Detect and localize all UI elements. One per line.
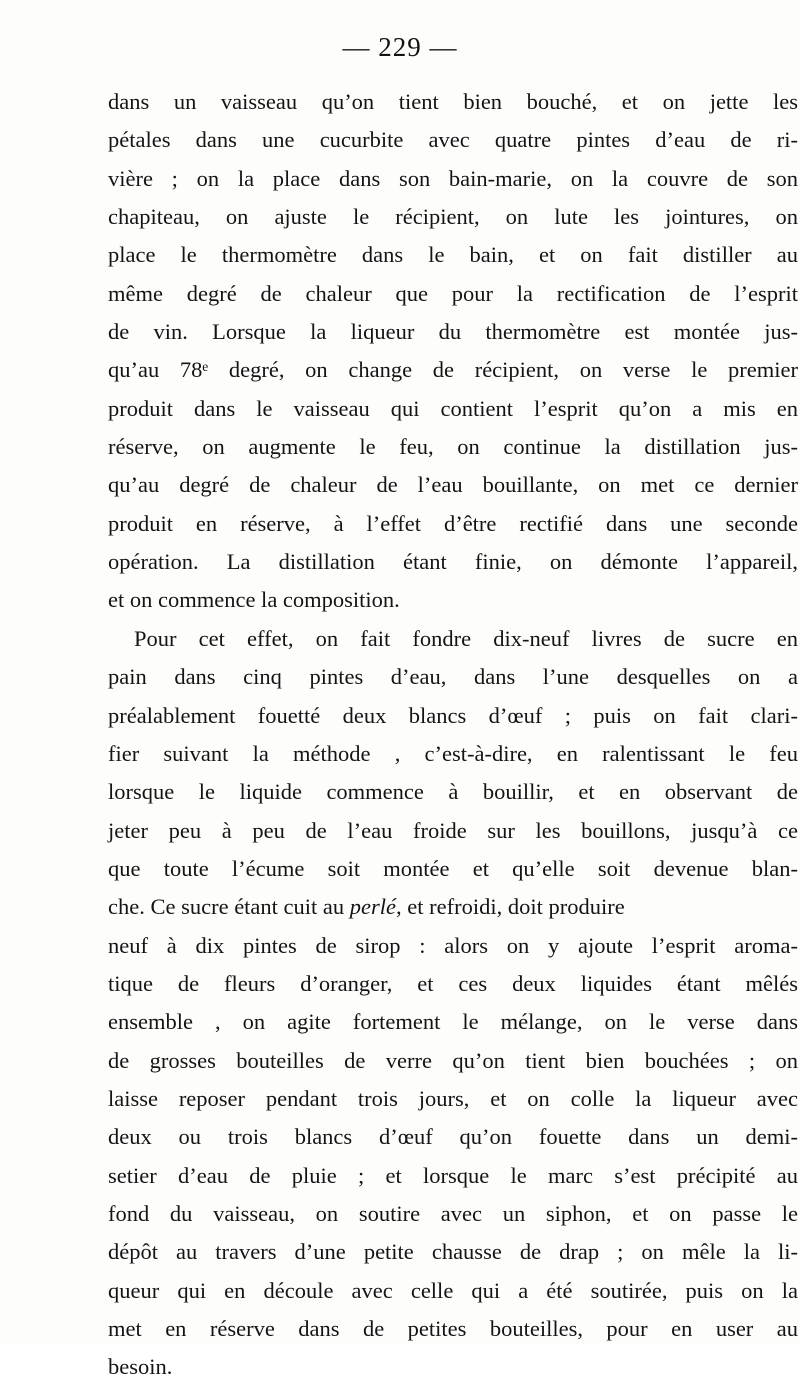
text-line: réserve, on augmente le feu, on continue la distillation jus- — [108, 434, 798, 460]
text-line: produit en réserve, à l’effet d’être rectifié dans une seconde — [108, 510, 798, 536]
text-segment: , et refroidi, doit produire — [396, 894, 625, 920]
text-line: pétales dans une cucurbite avec quatre pintes d’eau de ri- — [108, 127, 798, 153]
text-line: vière ; on la place dans son bain-marie, on la couvre de son — [108, 165, 798, 191]
text-line: opération. La distillation étant finie, on démonte l’appareil, — [108, 549, 798, 575]
text-line: dans un vaisseau qu’on tient bien bouché, et on jette les — [108, 89, 798, 114]
text-line: chapiteau, on ajuste le récipient, on lute les jointures, on — [108, 204, 798, 230]
text-line: dépôt au travers d’une petite chausse de drap ; on mêle la li- — [108, 1239, 798, 1265]
text-line: deux ou trois blancs d’œuf qu’on fouette dans un demi- — [108, 1124, 798, 1150]
text-line: jeter peu à peu de l’eau froide sur les bouillons, jusqu’à ce — [108, 817, 798, 843]
page-number: — 229 — — [342, 32, 458, 62]
text-line: lorsque le liquide commence à bouillir, et en observant de — [108, 779, 798, 805]
text-line: tique de fleurs d’oranger, et ces deux liquides étant mêlés — [108, 970, 798, 996]
text-line: met en réserve dans de petites bouteilles, pour en user au — [108, 1316, 798, 1341]
text-line: même degré de chaleur que pour la rectification de l’esprit — [108, 280, 798, 306]
text-line-with-italic — [108, 888, 798, 926]
body-text — [108, 83, 798, 1387]
text-line: qu’au 78ᵉ degré, on change de récipient, on verse le premier — [108, 357, 798, 383]
text-line: neuf à dix pintes de sirop : alors on y ajoute l’esprit aroma- — [108, 932, 798, 958]
text-line: ensemble , on agite fortement le mélange, on le verse dans — [108, 1009, 798, 1035]
text-line: besoin. — [108, 1354, 173, 1380]
text-line: fier suivant la méthode , c’est-à-dire, en ralentissant le feu — [108, 740, 798, 766]
text-line: de grosses bouteilles de verre qu’on tient bien bouchées ; on — [108, 1047, 798, 1073]
text-line: pain dans cinq pintes d’eau, dans l’une desquelles on a — [108, 664, 798, 690]
text-line: queur qui en découle avec celle qui a été soutirée, puis on la — [108, 1277, 798, 1303]
text-line: setier d’eau de pluie ; et lorsque le marc s’est précipité au — [108, 1162, 798, 1188]
text-line: préalablement fouetté deux blancs d’œuf ; puis on fait clari- — [108, 702, 798, 728]
text-line: produit dans le vaisseau qui contient l’esprit qu’on a mis en — [108, 395, 798, 421]
text-line: de vin. Lorsque la liqueur du thermomètre est montée jus- — [108, 319, 798, 345]
text-line: que toute l’écume soit montée et qu’elle soit devenue blan- — [108, 855, 798, 881]
paragraph-start-line: Pour cet effet, on fait fondre dix-neuf livres de sucre en — [134, 625, 798, 651]
text-line: fond du vaisseau, on soutire avec un siphon, et on passe le — [108, 1200, 798, 1226]
text-line: place le thermomètre dans le bain, et on fait distiller au — [108, 242, 798, 268]
text-line: laisse reposer pendant trois jours, et on colle la liqueur avec — [108, 1085, 798, 1111]
text-segment: che. Ce sucre étant cuit au — [108, 894, 345, 920]
text-line: qu’au degré de chaleur de l’eau bouillante, on met ce dernier — [108, 472, 798, 498]
italic-term: perlé — [349, 894, 396, 920]
text-line: et on commence la composition. — [108, 587, 400, 613]
